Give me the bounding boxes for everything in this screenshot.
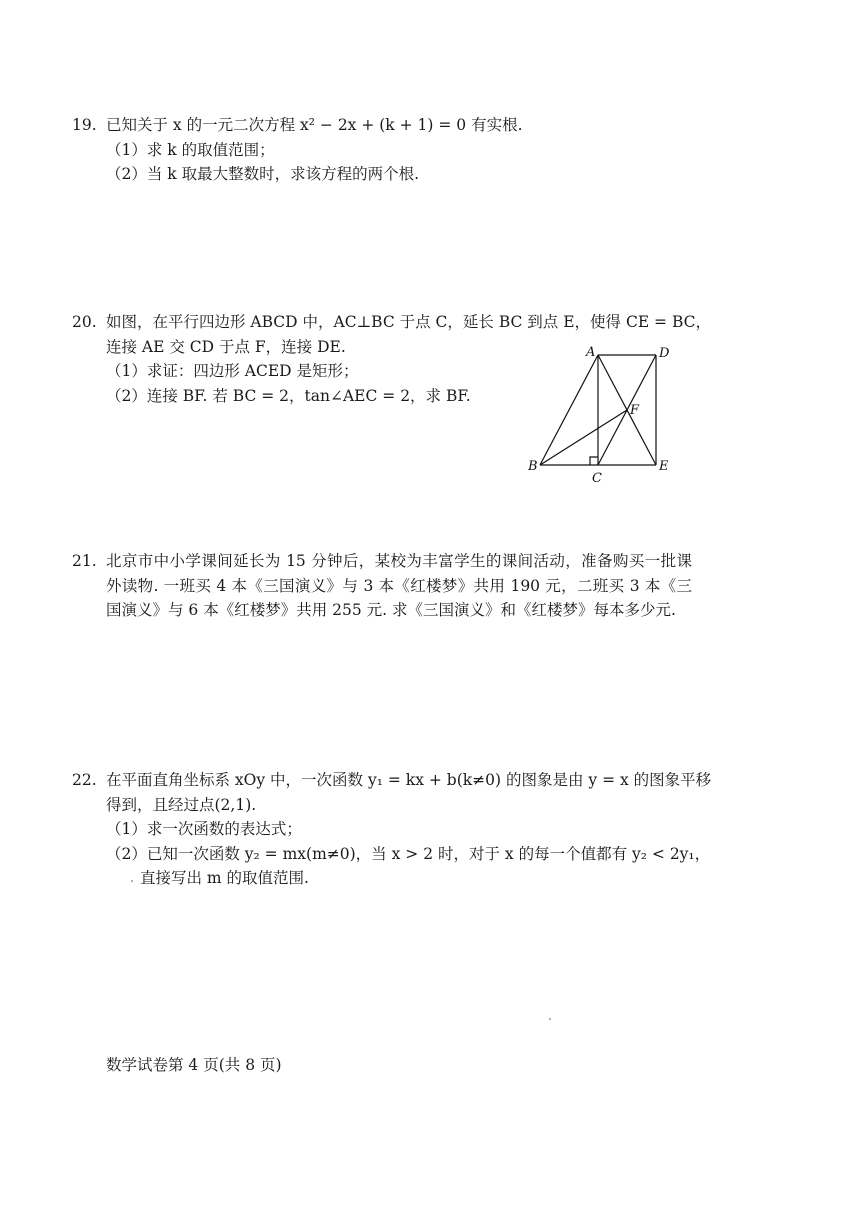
question-stem: 已知关于 x 的一元二次方程 x² − 2x + (k + 1) = 0 有实根. [106, 116, 523, 134]
label-f: F [630, 403, 640, 418]
question-19 [72, 113, 692, 187]
question-stem-line-2: 连接 AE 交 CD 于点 F，连接 DE. [106, 337, 346, 356]
page-footer: 数学试卷第 4 页(共 8 页) [106, 1056, 282, 1074]
question-stem-line-1: 如图，在平行四边形 ABCD 中，AC⊥BC 于点 C，延长 BC 到点 E，使得 CE = BC， [106, 313, 712, 331]
question-part-1: （1）求证：四边形 ACED 是矩形； [106, 362, 359, 380]
question-part-2: （2）连接 BF. 若 BC = 2，tan∠AEC = 2，求 BF. [106, 386, 471, 405]
segment-bf [540, 410, 627, 465]
question-part-1: （1）求 k 的取值范围； [106, 140, 275, 159]
parallelogram-figure [526, 343, 676, 488]
question-stem-line-2: 得到，且经过点(2,1). [106, 795, 257, 814]
label-d: D [659, 346, 670, 361]
right-angle-mark [590, 457, 598, 465]
question-part-1: （1）求一次函数的表达式； [106, 820, 302, 838]
label-e: E [659, 459, 669, 474]
label-b: B [528, 459, 538, 474]
question-number: 20. [72, 313, 97, 331]
question-part-2: （2）当 k 取最大整数时，求该方程的两个根. [106, 165, 420, 183]
label-c: C [592, 471, 602, 486]
question-stem-line-1: 在平面直角坐标系 xOy 中，一次函数 y₁ = kx + b(k≠0) 的图象是由 y = x 的图象平移 [106, 771, 712, 789]
question-part-2-continued: 直接写出 m 的取值范围. [140, 869, 309, 887]
question-stem: 北京市中小学课间延长为 15 分钟后，某校为丰富学生的课间活动，准备购买一批课外读物. 一班买 4 本《三国演义》与 3 本《红楼梦》共用 190 元，二班买 3 本《三国演义》与 6 本《红楼梦》共用 255 元. 求《三国演义》和《红楼梦》每本多少元. [106, 552, 692, 619]
scan-speck [131, 880, 133, 882]
question-part-2: （2）已知一次函数 y₂ = mx(m≠0)，当 x > 2 时，对于 x 的每一个值都有 y₂ < 2y₁， [106, 844, 711, 863]
question-number: 22. [72, 771, 97, 789]
segment-ab [540, 355, 598, 465]
label-a: A [586, 345, 596, 360]
question-22 [72, 768, 712, 891]
question-number: 21. [72, 552, 97, 570]
scan-speck [549, 1018, 551, 1020]
question-number: 19. [72, 116, 97, 134]
question-21 [72, 549, 692, 623]
